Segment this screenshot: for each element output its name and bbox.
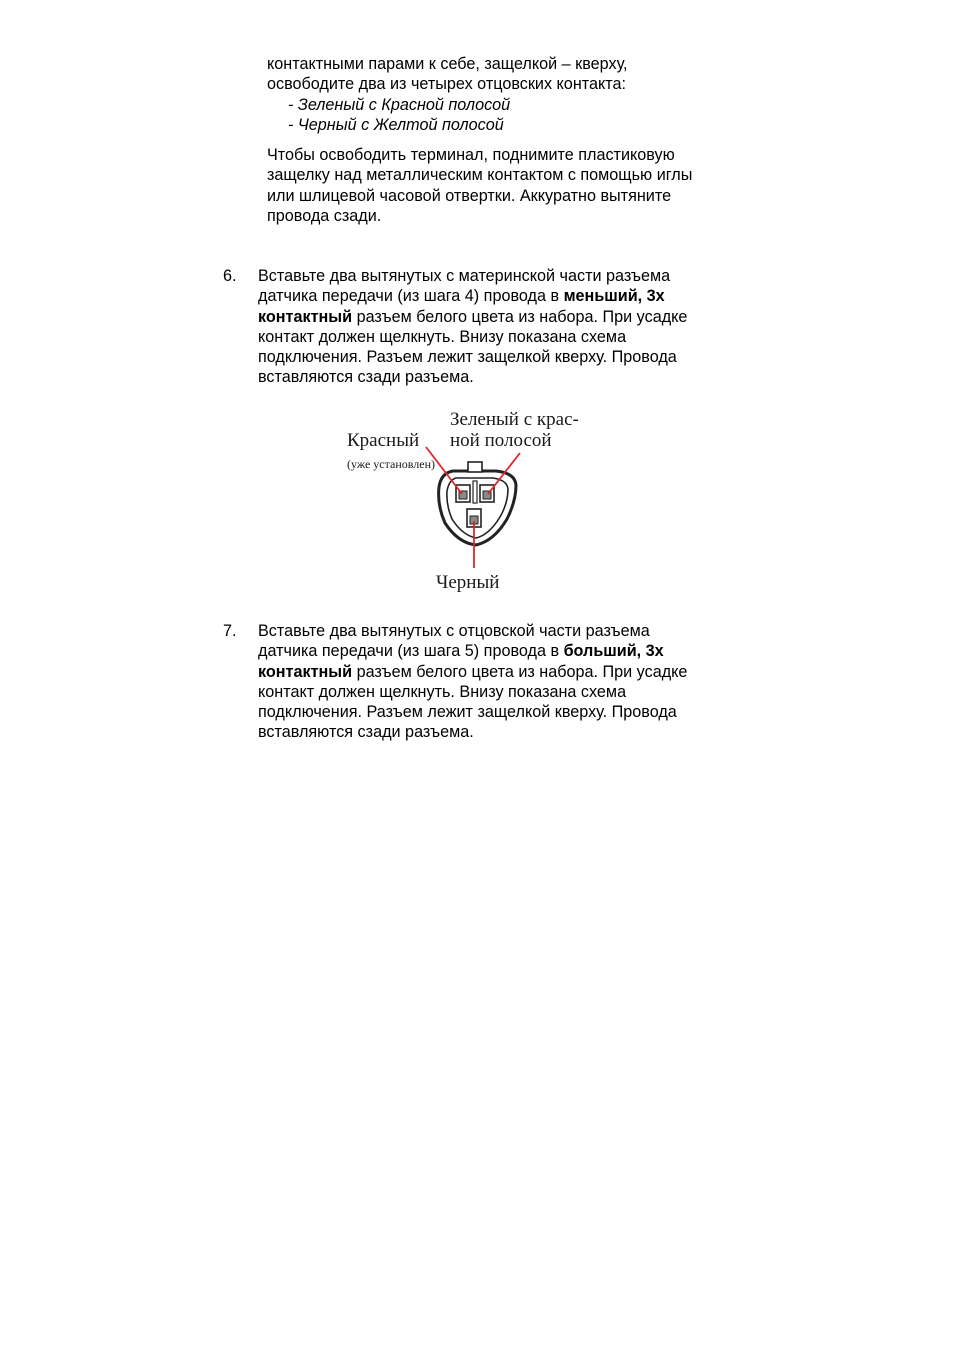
step-line: контакт должен щелкнуть. Внизу показана схема	[258, 327, 627, 346]
step-number: 6.	[223, 267, 237, 285]
step-line: Вставьте два вытянутых с отцовской части разъема	[258, 622, 650, 640]
intro-line: контактными парами к себе, защелкой – кверху,	[267, 55, 628, 73]
connector-diagram-svg	[340, 405, 610, 595]
label-green-line2: ной полосой	[450, 430, 552, 451]
step-line: контакт должен щелкнуть. Внизу показана схема	[258, 682, 627, 701]
step-line: Вставьте два вытянутых с материнской части разъема	[258, 267, 671, 285]
paragraph-line: провода сзади.	[267, 207, 382, 226]
intro-line: освободите два из четырех отцовских контакта:	[267, 75, 626, 94]
step-line: подключения. Разъем лежит защелкой кверху. Провода	[258, 348, 677, 367]
bold-text: меньший, 3х	[563, 287, 665, 306]
connector-diagram	[340, 405, 610, 595]
label-green-line1: Зеленый с крас-	[450, 409, 579, 430]
step-body	[258, 266, 743, 388]
step-text: разъем белого цвета из набора. При усадке	[352, 662, 688, 681]
paragraph-line: или шлицевой часовой отвертки. Аккуратно вытяните	[267, 186, 672, 205]
bullet-item: - Черный с Желтой полосой	[288, 115, 504, 134]
bold-text: больший, 3х	[563, 642, 664, 661]
intro-section	[267, 54, 747, 226]
step-text: датчика передачи (из шага 4) провода в	[258, 287, 564, 306]
step-body	[258, 621, 743, 743]
step-number: 7.	[223, 622, 237, 640]
step-line: подключения. Разъем лежит защелкой кверху. Провода	[258, 703, 677, 722]
label-red-note: (уже установлен)	[347, 457, 436, 471]
step-text: разъем белого цвета из набора. При усадке	[352, 307, 688, 326]
step-line	[258, 286, 743, 306]
step-7	[223, 621, 743, 743]
label-red: Красный	[347, 430, 420, 451]
step-text: датчика передачи (из шага 5) провода в	[258, 642, 564, 661]
step-line	[258, 307, 743, 327]
step-line: вставляются сзади разъема.	[258, 723, 474, 742]
paragraph-line: Чтобы освободить терминал, поднимите пластиковую	[267, 146, 675, 165]
step-line	[258, 662, 743, 682]
paragraph-line: защелку над металлическим контактом с помощью иглы	[267, 166, 693, 185]
step-line: вставляются сзади разъема.	[258, 368, 474, 387]
bold-text: контактный	[258, 307, 353, 326]
terminal-release-paragraph	[267, 145, 747, 226]
bullet-item: - Зеленый с Красной полосой	[288, 95, 511, 114]
label-black: Черный	[436, 572, 500, 593]
step-line	[258, 641, 743, 661]
step-6	[223, 266, 743, 388]
bold-text: контактный	[258, 662, 353, 681]
